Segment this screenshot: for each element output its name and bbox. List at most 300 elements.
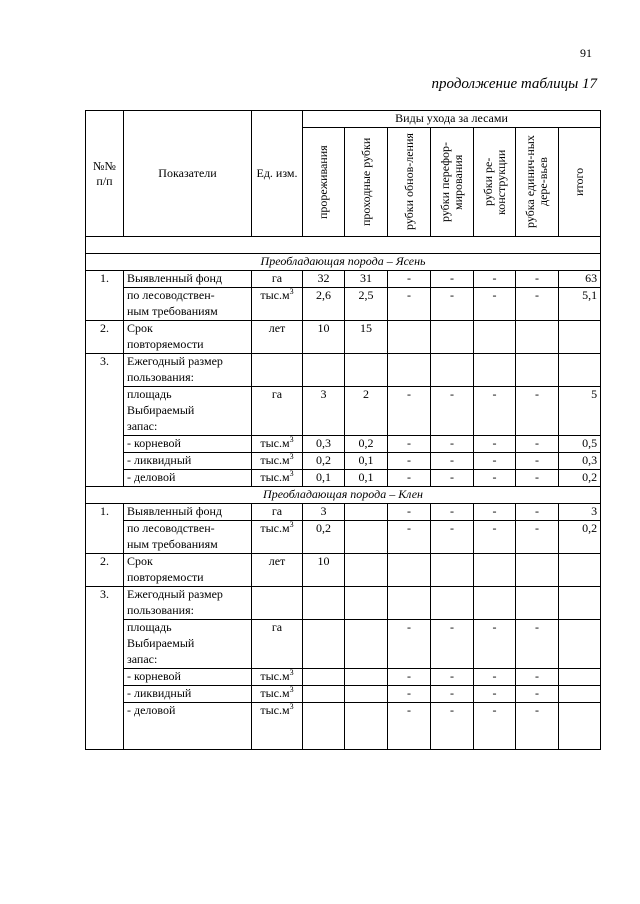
row-value <box>303 304 345 321</box>
row-unit <box>252 354 303 371</box>
row-value: - <box>474 436 516 453</box>
row-value: - <box>388 453 431 470</box>
row-indicator: Выявленный фонд <box>124 271 252 288</box>
row-value <box>303 337 345 354</box>
section-header-row <box>86 254 601 271</box>
row-value <box>474 321 516 338</box>
table-row <box>86 354 601 371</box>
row-value: - <box>431 436 474 453</box>
row-value: - <box>474 453 516 470</box>
header-care-type <box>559 128 601 237</box>
row-value <box>516 570 559 587</box>
row-value: - <box>388 470 431 487</box>
row-indicator: пользования: <box>124 603 252 620</box>
row-value: - <box>431 521 474 538</box>
row-unit-exponent: 3 <box>289 520 294 529</box>
row-unit-text: лет <box>268 554 286 568</box>
row-value <box>345 686 388 703</box>
row-unit-text: тыс.м <box>260 669 290 683</box>
row-indicator: - ликвидный <box>124 453 252 470</box>
row-value: - <box>516 436 559 453</box>
row-value: - <box>388 288 431 305</box>
row-value: 0,2 <box>559 470 601 487</box>
row-unit-text: тыс.м <box>260 453 290 467</box>
row-value: - <box>388 271 431 288</box>
row-unit-exponent: 3 <box>289 668 294 677</box>
row-value <box>345 370 388 387</box>
row-unit <box>252 337 303 354</box>
row-value <box>388 337 431 354</box>
row-value <box>431 337 474 354</box>
row-unit-text: га <box>271 387 283 401</box>
row-value: - <box>431 669 474 686</box>
row-value: - <box>516 470 559 487</box>
table-row <box>86 537 601 554</box>
row-indicator: по лесоводствен- <box>124 288 252 305</box>
row-value: 3 <box>303 387 345 404</box>
row-unit-text: лет <box>268 321 286 335</box>
table-row <box>86 686 601 703</box>
row-unit-text: тыс.м <box>260 686 290 700</box>
row-value: 0,2 <box>303 521 345 538</box>
row-value <box>388 321 431 338</box>
row-value <box>303 570 345 587</box>
row-value <box>474 537 516 554</box>
row-value <box>388 370 431 387</box>
row-number: 2. <box>86 321 124 338</box>
row-unit <box>252 636 303 652</box>
row-number <box>86 521 124 538</box>
row-number: 3. <box>86 587 124 604</box>
row-value <box>388 419 431 436</box>
header-care-type <box>474 128 516 237</box>
row-value: 2,6 <box>303 288 345 305</box>
row-value <box>559 304 601 321</box>
section-title: Преобладающая порода – Клен <box>86 487 601 504</box>
row-value <box>516 603 559 620</box>
row-value: - <box>388 504 431 521</box>
row-number <box>86 403 124 419</box>
row-value: - <box>474 470 516 487</box>
row-unit-text: тыс.м <box>260 703 290 717</box>
row-value: 0,3 <box>559 453 601 470</box>
row-value: - <box>516 686 559 703</box>
row-value: 15 <box>345 321 388 338</box>
row-value <box>516 370 559 387</box>
section-title: Преобладающая порода – Ясень <box>86 254 601 271</box>
header-care-type-label: рубки ре-конструкции <box>480 149 508 215</box>
row-value <box>345 587 388 604</box>
row-unit <box>252 470 303 487</box>
row-indicator: Срок <box>124 554 252 571</box>
row-indicator: Ежегодный размер <box>124 354 252 371</box>
row-value <box>345 620 388 637</box>
row-value: - <box>474 686 516 703</box>
row-value <box>516 321 559 338</box>
row-value <box>559 703 601 750</box>
row-value: - <box>431 504 474 521</box>
row-value: 5 <box>559 387 601 404</box>
row-value: 0,1 <box>303 470 345 487</box>
row-value <box>345 554 388 571</box>
row-value <box>345 603 388 620</box>
row-unit <box>252 521 303 538</box>
row-unit-exponent: 3 <box>289 435 294 444</box>
row-value <box>303 587 345 604</box>
table-row <box>86 419 601 436</box>
row-unit <box>252 669 303 686</box>
row-unit <box>252 288 303 305</box>
row-unit <box>252 304 303 321</box>
table-row <box>86 703 601 750</box>
row-number <box>86 436 124 453</box>
table-row <box>86 504 601 521</box>
row-value: - <box>474 703 516 750</box>
row-value <box>345 570 388 587</box>
row-value <box>431 370 474 387</box>
row-number: 2. <box>86 554 124 571</box>
row-value <box>431 636 474 652</box>
row-value: 63 <box>559 271 601 288</box>
row-value: - <box>516 669 559 686</box>
row-indicator: площадь <box>124 620 252 637</box>
table-continuation-title: продолжение таблицы 17 <box>431 76 597 92</box>
table-row <box>86 288 601 305</box>
row-value <box>303 686 345 703</box>
row-value: 0,5 <box>559 436 601 453</box>
row-value <box>516 554 559 571</box>
row-unit-exponent: 3 <box>289 702 294 711</box>
header-care-type-label: итого <box>572 167 587 197</box>
row-value <box>345 337 388 354</box>
row-value <box>474 337 516 354</box>
row-indicator: Срок <box>124 321 252 338</box>
row-indicator: повторяемости <box>124 337 252 354</box>
row-value <box>474 354 516 371</box>
row-value <box>431 570 474 587</box>
row-value <box>431 321 474 338</box>
header-care-type <box>388 128 431 237</box>
row-value <box>431 537 474 554</box>
row-value <box>516 537 559 554</box>
row-value <box>431 652 474 669</box>
row-value <box>474 403 516 419</box>
row-value <box>431 419 474 436</box>
table-row <box>86 587 601 604</box>
row-value <box>388 554 431 571</box>
row-unit <box>252 504 303 521</box>
row-value <box>474 419 516 436</box>
table-row <box>86 337 601 354</box>
row-indicator: - корневой <box>124 669 252 686</box>
row-value <box>474 370 516 387</box>
row-unit <box>252 436 303 453</box>
row-indicator: - корневой <box>124 436 252 453</box>
row-value: - <box>431 620 474 637</box>
row-unit <box>252 570 303 587</box>
row-value: - <box>516 288 559 305</box>
table-body <box>86 237 601 750</box>
table-row <box>86 669 601 686</box>
row-value <box>303 703 345 750</box>
row-value <box>345 521 388 538</box>
row-indicator: запас: <box>124 419 252 436</box>
row-value <box>345 304 388 321</box>
row-value <box>303 354 345 371</box>
row-value <box>345 354 388 371</box>
row-value <box>516 337 559 354</box>
row-value <box>345 703 388 750</box>
row-value <box>516 652 559 669</box>
row-value <box>516 587 559 604</box>
row-indicator: пользования: <box>124 370 252 387</box>
row-unit <box>252 652 303 669</box>
section-header-row <box>86 487 601 504</box>
row-unit <box>252 321 303 338</box>
row-value <box>388 304 431 321</box>
row-value <box>303 403 345 419</box>
table-row <box>86 554 601 571</box>
row-number <box>86 537 124 554</box>
row-unit-exponent: 3 <box>289 469 294 478</box>
row-indicator: Выбираемый <box>124 403 252 419</box>
row-value <box>345 403 388 419</box>
row-value <box>388 403 431 419</box>
row-indicator: - деловой <box>124 470 252 487</box>
row-value: - <box>516 271 559 288</box>
row-number <box>86 419 124 436</box>
row-value <box>303 370 345 387</box>
table-row <box>86 620 601 637</box>
row-unit <box>252 419 303 436</box>
table-row <box>86 521 601 538</box>
row-indicator: ным требованиям <box>124 304 252 321</box>
row-value <box>303 537 345 554</box>
header-care-type <box>431 128 474 237</box>
row-value: 2,5 <box>345 288 388 305</box>
table-row <box>86 304 601 321</box>
row-indicator: по лесоводствен- <box>124 521 252 538</box>
row-unit <box>252 453 303 470</box>
table-row <box>86 603 601 620</box>
row-value <box>303 652 345 669</box>
row-unit <box>252 370 303 387</box>
header-care-type-label: проходные рубки <box>358 137 373 227</box>
row-value: 0,2 <box>303 453 345 470</box>
row-value <box>388 652 431 669</box>
row-value <box>388 587 431 604</box>
row-value: - <box>388 436 431 453</box>
row-value: - <box>516 453 559 470</box>
row-value <box>559 419 601 436</box>
row-value <box>559 587 601 604</box>
row-value <box>303 620 345 637</box>
row-value: - <box>388 620 431 637</box>
row-number: 1. <box>86 504 124 521</box>
row-number <box>86 636 124 652</box>
forest-care-table <box>85 110 601 750</box>
row-value <box>474 587 516 604</box>
row-value: 2 <box>345 387 388 404</box>
row-value <box>388 354 431 371</box>
row-value <box>474 636 516 652</box>
row-value: 10 <box>303 554 345 571</box>
row-value <box>559 370 601 387</box>
header-care-type-label: рубка единич-ных дере-вьев <box>523 135 550 229</box>
header-indicator: Показатели <box>124 111 252 237</box>
row-number <box>86 337 124 354</box>
row-value <box>345 419 388 436</box>
row-value: - <box>474 669 516 686</box>
header-care-type-label: прореживания <box>316 145 330 219</box>
table-row <box>86 636 601 652</box>
row-number <box>86 652 124 669</box>
row-unit-exponent: 3 <box>289 452 294 461</box>
row-value: 3 <box>559 504 601 521</box>
row-unit-text: га <box>271 271 283 285</box>
row-indicator: повторяемости <box>124 570 252 587</box>
row-value <box>431 603 474 620</box>
table-row <box>86 436 601 453</box>
row-value <box>345 652 388 669</box>
row-indicator: Ежегодный размер <box>124 587 252 604</box>
row-value <box>474 652 516 669</box>
row-value <box>474 603 516 620</box>
row-value <box>388 537 431 554</box>
row-value: 0,3 <box>303 436 345 453</box>
row-value: - <box>516 703 559 750</box>
row-value: - <box>431 288 474 305</box>
row-value: 0,2 <box>559 521 601 538</box>
row-value <box>474 570 516 587</box>
row-value: - <box>431 703 474 750</box>
row-value: - <box>474 387 516 404</box>
row-value <box>516 304 559 321</box>
row-value <box>559 636 601 652</box>
row-value: - <box>431 470 474 487</box>
row-unit-text: га <box>271 620 283 634</box>
header-care-type <box>516 128 559 237</box>
row-number <box>86 669 124 686</box>
header-number: №№ п/п <box>86 111 124 237</box>
row-indicator: - деловой <box>124 703 252 750</box>
row-unit <box>252 554 303 571</box>
row-value <box>431 304 474 321</box>
row-value: - <box>388 387 431 404</box>
row-value <box>559 669 601 686</box>
row-number <box>86 370 124 387</box>
table-row <box>86 453 601 470</box>
row-indicator: - ликвидный <box>124 686 252 703</box>
header-care-type-label: рубки обнов-ления <box>401 133 416 231</box>
row-value <box>388 636 431 652</box>
page-number: 91 <box>580 46 592 60</box>
row-number <box>86 703 124 750</box>
row-unit-text: га <box>271 504 283 518</box>
row-value <box>516 403 559 419</box>
row-value: - <box>474 504 516 521</box>
row-value <box>559 620 601 637</box>
row-value <box>559 354 601 371</box>
row-value: - <box>431 271 474 288</box>
row-number <box>86 387 124 404</box>
row-value <box>431 403 474 419</box>
row-unit <box>252 403 303 419</box>
row-number <box>86 620 124 637</box>
row-value: - <box>388 686 431 703</box>
row-value: - <box>431 686 474 703</box>
table-row <box>86 403 601 419</box>
row-value <box>559 537 601 554</box>
table-row <box>86 470 601 487</box>
row-value: 3 <box>303 504 345 521</box>
header-care-type <box>345 128 388 237</box>
row-value: 0,2 <box>345 436 388 453</box>
row-unit-text: тыс.м <box>260 470 290 484</box>
row-value <box>474 554 516 571</box>
row-value: 31 <box>345 271 388 288</box>
header-unit: Ед. изм. <box>252 111 303 237</box>
row-number: 3. <box>86 354 124 371</box>
row-value: - <box>474 521 516 538</box>
row-value <box>559 321 601 338</box>
row-indicator: ным требованиям <box>124 537 252 554</box>
row-value: - <box>474 271 516 288</box>
row-value: 10 <box>303 321 345 338</box>
row-value: - <box>516 521 559 538</box>
row-value: 0,1 <box>345 453 388 470</box>
row-number <box>86 570 124 587</box>
row-unit <box>252 587 303 604</box>
row-value <box>559 554 601 571</box>
row-number: 1. <box>86 271 124 288</box>
row-value <box>516 419 559 436</box>
table-row <box>86 387 601 404</box>
row-unit <box>252 686 303 703</box>
row-value: - <box>431 387 474 404</box>
row-value <box>388 603 431 620</box>
row-unit-exponent: 3 <box>289 287 294 296</box>
row-value <box>559 652 601 669</box>
spacer-row <box>86 237 601 254</box>
row-unit <box>252 271 303 288</box>
row-indicator: запас: <box>124 652 252 669</box>
header-care-group: Виды ухода за лесами <box>303 111 601 128</box>
table-row <box>86 570 601 587</box>
row-number <box>86 304 124 321</box>
row-number <box>86 288 124 305</box>
spacer-cell <box>86 237 601 254</box>
row-value <box>345 537 388 554</box>
row-value: - <box>516 504 559 521</box>
row-indicator: Выявленный фонд <box>124 504 252 521</box>
row-value <box>303 603 345 620</box>
row-unit <box>252 620 303 637</box>
row-value <box>516 354 559 371</box>
row-number <box>86 603 124 620</box>
row-value <box>559 686 601 703</box>
row-value: 0,1 <box>345 470 388 487</box>
table-row <box>86 321 601 338</box>
row-value: - <box>516 387 559 404</box>
row-value <box>431 587 474 604</box>
row-unit-text: тыс.м <box>260 521 290 535</box>
row-value <box>303 636 345 652</box>
table-row <box>86 271 601 288</box>
row-number <box>86 453 124 470</box>
header-care-type-label: рубки перефор-мирования <box>438 141 465 223</box>
row-value: - <box>431 453 474 470</box>
